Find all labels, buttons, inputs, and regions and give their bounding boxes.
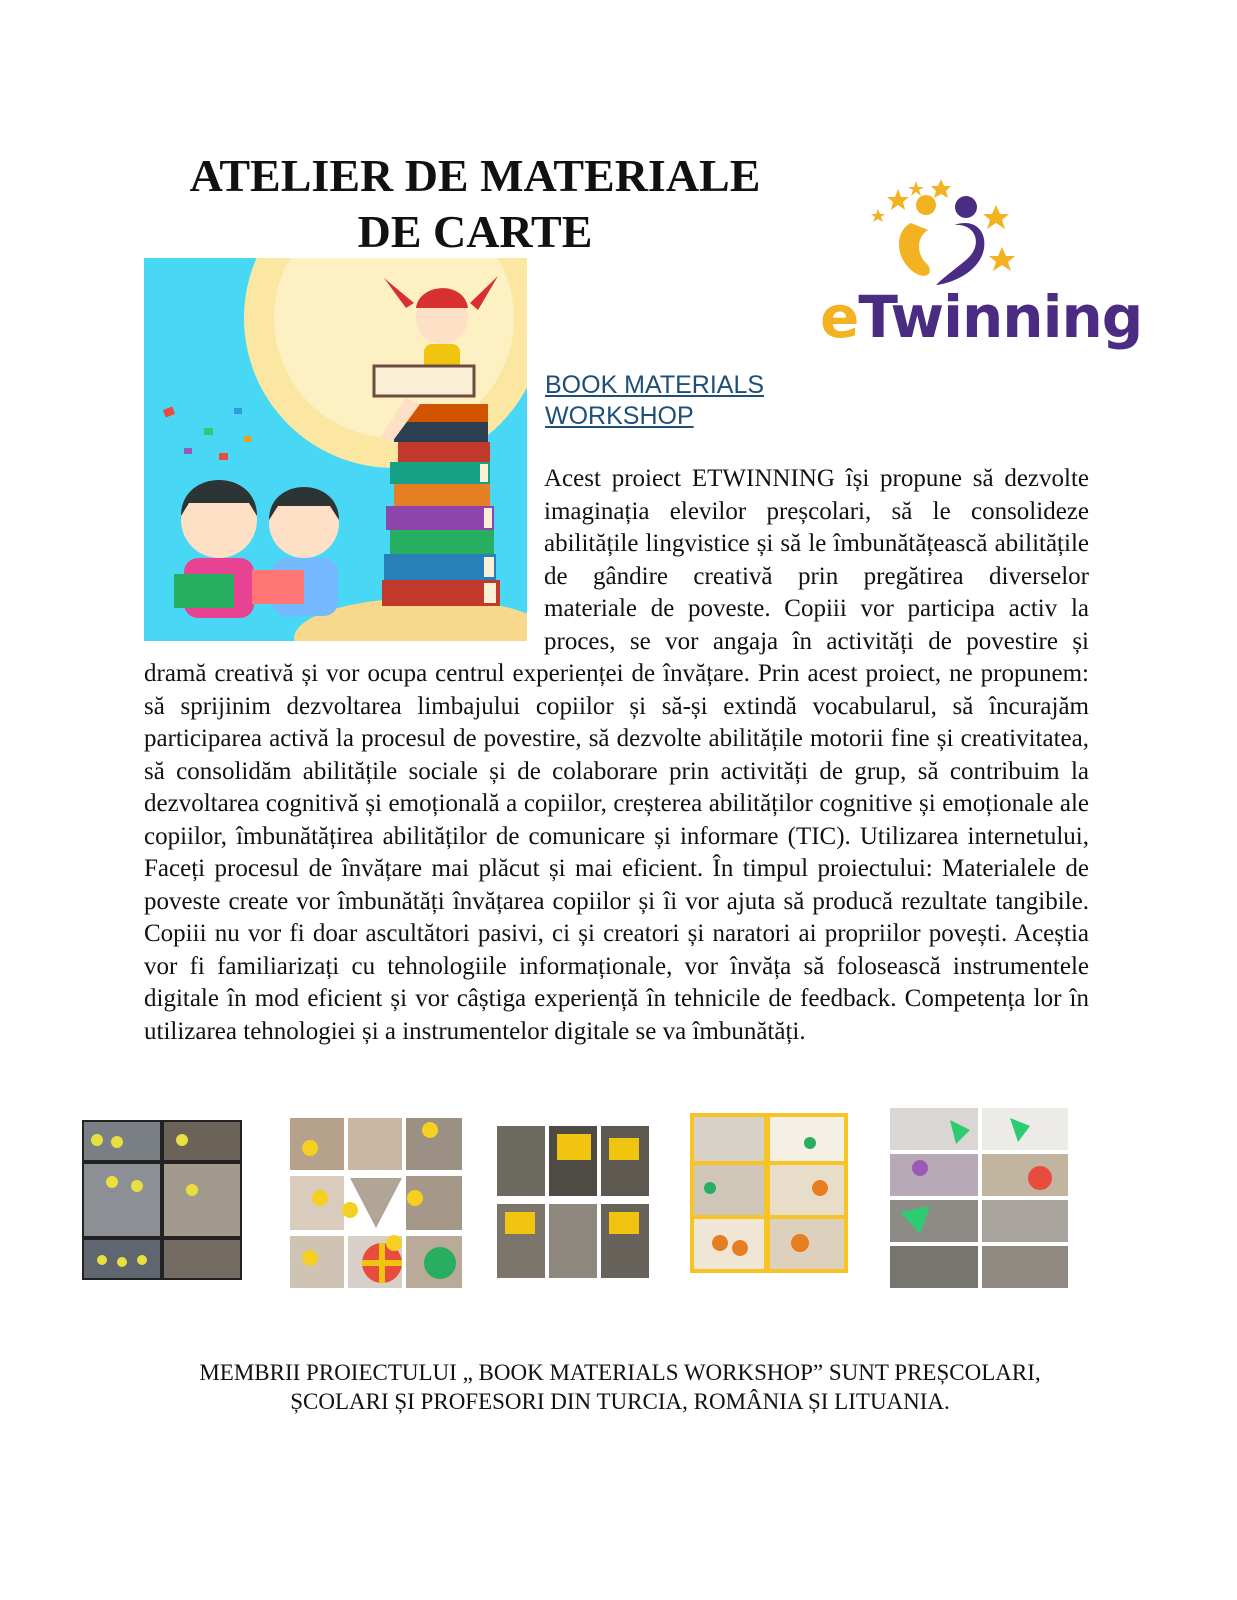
subtitle-line-1: BOOK MATERIALS bbox=[545, 371, 765, 399]
photo-collage-3 bbox=[497, 1126, 649, 1278]
etwinning-logo-icon bbox=[816, 175, 1106, 295]
footer-line-1: MEMBRII PROIECTULUI „ BOOK MATERIALS WORKSHOP” SUNT PREȘCOLARI, bbox=[199, 1360, 1041, 1385]
etwinning-logo bbox=[816, 175, 1143, 365]
photo-collage-2 bbox=[290, 1118, 462, 1288]
page-title-line-2: DE CARTE bbox=[357, 206, 593, 257]
page-title bbox=[150, 148, 800, 260]
photo-collage-classroom-3 bbox=[497, 1126, 649, 1278]
page-title-line-1: ATELIER DE MATERIALE bbox=[189, 150, 761, 201]
project-description: Acest proiect ETWINNING își propune să dezvolte imaginația elevilor preșcolari, să le consolideze abilitățile lingvistice și să le îmbunătățească abilitățile de gândire creativă prin pregătirea diverselor materiale de poveste. Copiii vor participa activ la proces, se vor angaja în activități de povestire și dramă creativă și vor ocupa centrul experienței de învățare. Prin acest proiect, ne propunem: să sprijinim dezvoltarea limbajului copiilor și să-și extindă vocabularul, să încurajăm participarea activă la procesul de povestire, să dezvolte abilitățile motorii fine și creativitatea, să consolidăm abilitățile sociale și de colaborare prin activități de grup, să contribuim la dezvoltarea cognitivă și emoțională a copiilor, creșterea abilităților cognitive și emoționale ale copiilor, îmbunătățirea abilităților de comunicare și informare (TIC). Utilizarea internetului, Faceți procesul de învățare mai plăcut și mai eficient. În timpul proiectului: Materialele de poveste create vor îmbunătăți învățarea copiilor și îi vor ajuta să producă rezultate tangibile. Copiii nu vor fi doar ascultători pasivi, ci și creatori și naratori ai propriilor povești. Aceștia vor fi familiarizați cu tehnologiile informaționale, vor învăța să folosească instrumentele digitale în mod eficient și vor câștiga experiență în tehnicile de feedback. Competența lor în utilizarea tehnologiei și a instrumentelor digitale se va îmbunătăți. bbox=[144, 465, 1089, 1045]
photo-collage-classroom-5 bbox=[890, 1108, 1068, 1288]
photo-collage-classroom-4 bbox=[690, 1113, 848, 1273]
photo-collage-5 bbox=[890, 1108, 1068, 1288]
photo-collage-classroom-1 bbox=[82, 1120, 242, 1280]
etwinning-wordmark: eTwinning bbox=[820, 283, 1143, 351]
subtitle-line-2: WORKSHOP bbox=[545, 402, 694, 430]
photo-collage-1 bbox=[82, 1120, 242, 1280]
photo-collage-4 bbox=[690, 1113, 848, 1273]
photo-collage-classroom-2 bbox=[290, 1118, 462, 1288]
footer-line-2: ȘCOLARI ȘI PROFESORI DIN TURCIA, ROMÂNIA ȘI LITUANIA. bbox=[290, 1389, 950, 1414]
project-members-note bbox=[150, 1358, 1090, 1416]
photo-collage-row bbox=[0, 1118, 1237, 1318]
project-subtitle-link[interactable] bbox=[545, 370, 805, 432]
